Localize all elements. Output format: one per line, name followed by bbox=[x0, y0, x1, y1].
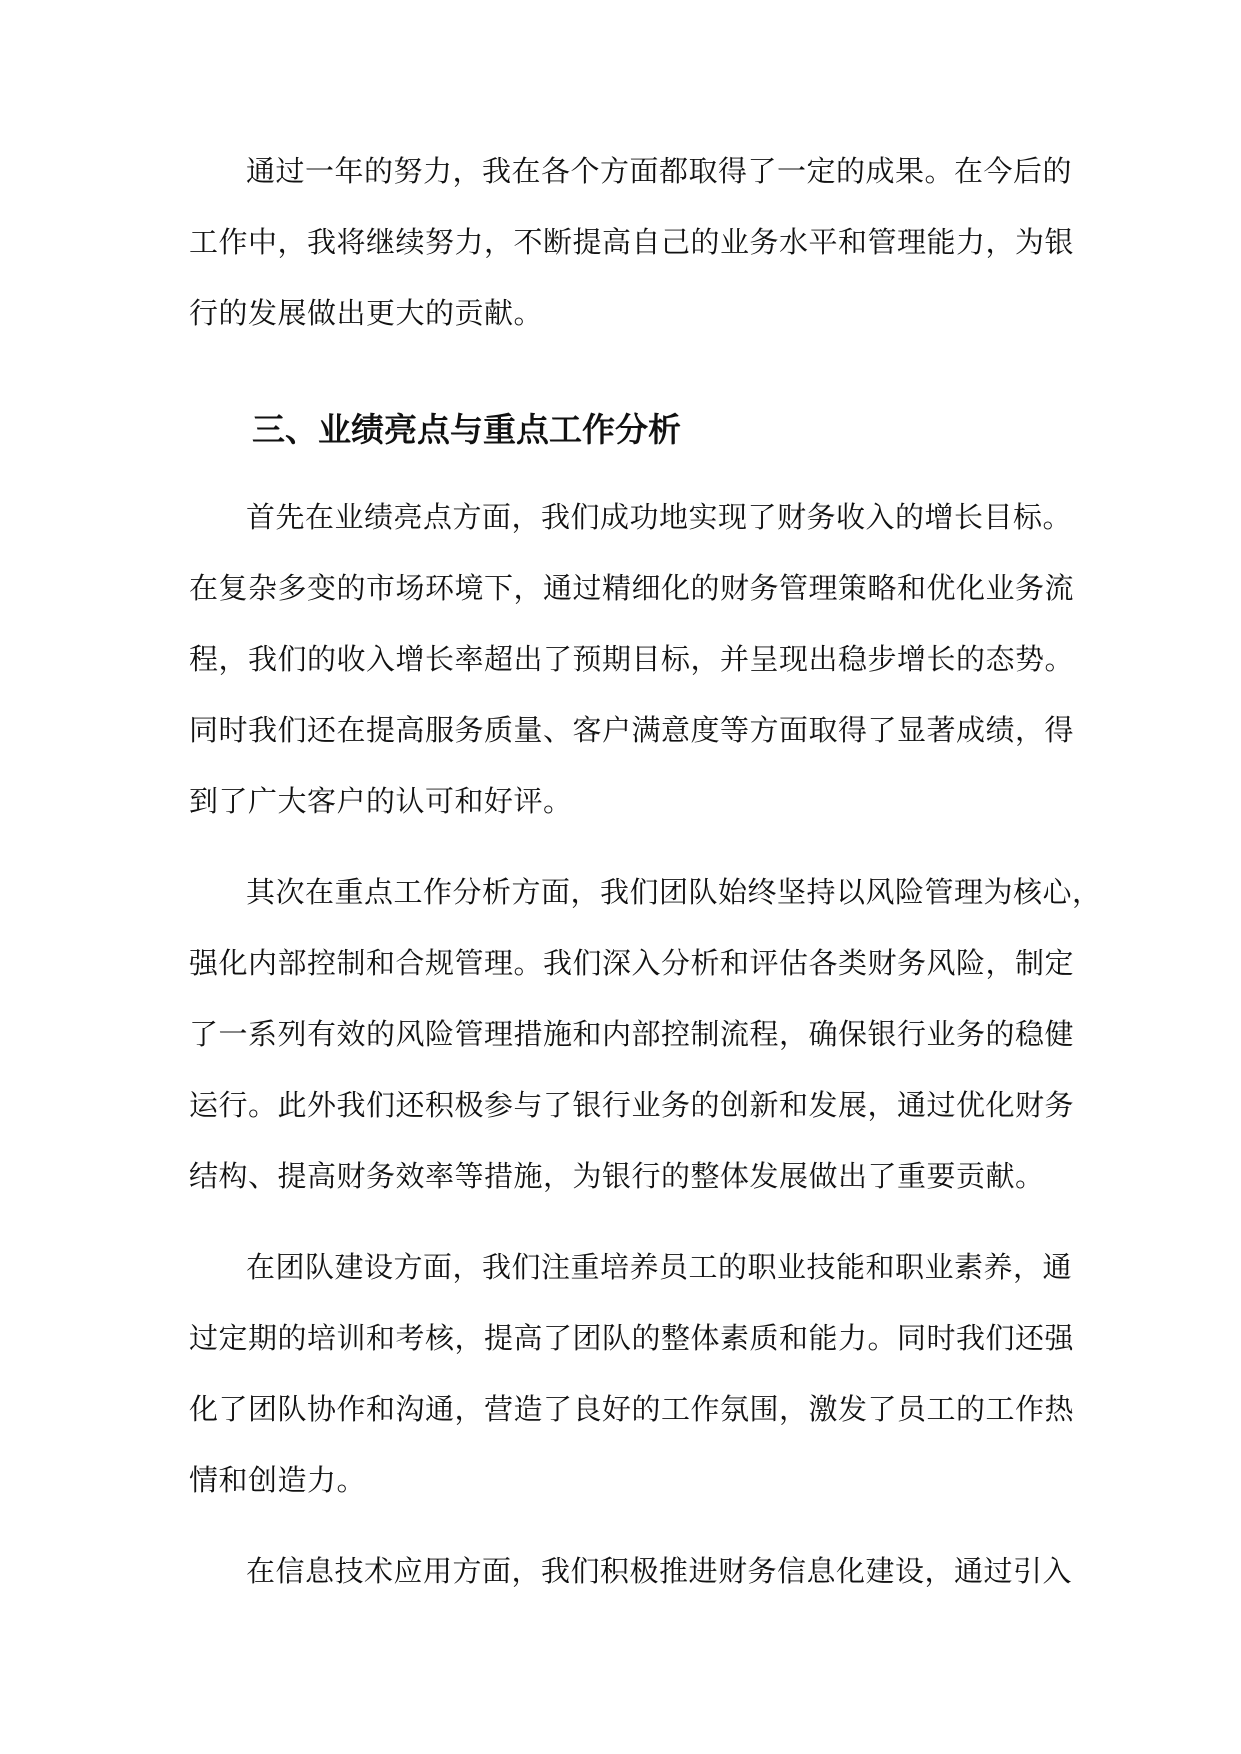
paragraph-team-line-4: 情和创造力。 bbox=[189, 1463, 367, 1497]
paragraph-intro-line-2: 工作中，我将继续努力，不断提高自己的业务水平和管理能力，为银 bbox=[189, 225, 1075, 259]
paragraph-highlights-line-3: 程，我们的收入增长率超出了预期目标，并呈现出稳步增长的态势。 bbox=[189, 642, 1075, 676]
paragraph-intro-line-1: 通过一年的努力，我在各个方面都取得了一定的成果。在今后的 bbox=[246, 154, 1073, 188]
paragraph-key-work-line-3: 了一系列有效的风险管理措施和内部控制流程，确保银行业务的稳健 bbox=[189, 1017, 1075, 1051]
paragraph-intro-line-3: 行的发展做出更大的贡献。 bbox=[189, 296, 544, 330]
paragraph-key-work-line-4: 运行。此外我们还积极参与了银行业务的创新和发展，通过优化财务 bbox=[189, 1088, 1075, 1122]
paragraph-highlights-line-1: 首先在业绩亮点方面，我们成功地实现了财务收入的增长目标。 bbox=[246, 500, 1073, 534]
paragraph-it-line-1: 在信息技术应用方面，我们积极推进财务信息化建设，通过引入 bbox=[246, 1554, 1073, 1588]
paragraph-team-line-3: 化了团队协作和沟通，营造了良好的工作氛围，激发了员工的工作热 bbox=[189, 1392, 1075, 1426]
paragraph-key-work-line-5: 结构、提高财务效率等措施，为银行的整体发展做出了重要贡献。 bbox=[189, 1159, 1045, 1193]
paragraph-highlights-line-5: 到了广大客户的认可和好评。 bbox=[189, 784, 573, 818]
paragraph-team-line-2: 过定期的培训和考核，提高了团队的整体素质和能力。同时我们还强 bbox=[189, 1321, 1075, 1355]
paragraph-key-work-line-2: 强化内部控制和合规管理。我们深入分析和评估各类财务风险，制定 bbox=[189, 946, 1075, 980]
paragraph-highlights-line-4: 同时我们还在提高服务质量、客户满意度等方面取得了显著成绩，得 bbox=[189, 713, 1075, 747]
paragraph-key-work-line-1: 其次在重点工作分析方面，我们团队始终坚持以风险管理为核心， bbox=[246, 875, 1102, 909]
paragraph-team-line-1: 在团队建设方面，我们注重培养员工的职业技能和职业素养，通 bbox=[246, 1250, 1073, 1284]
section-heading: 三、业绩亮点与重点工作分析 bbox=[252, 410, 681, 449]
paragraph-highlights-line-2: 在复杂多变的市场环境下，通过精细化的财务管理策略和优化业务流 bbox=[189, 571, 1075, 605]
